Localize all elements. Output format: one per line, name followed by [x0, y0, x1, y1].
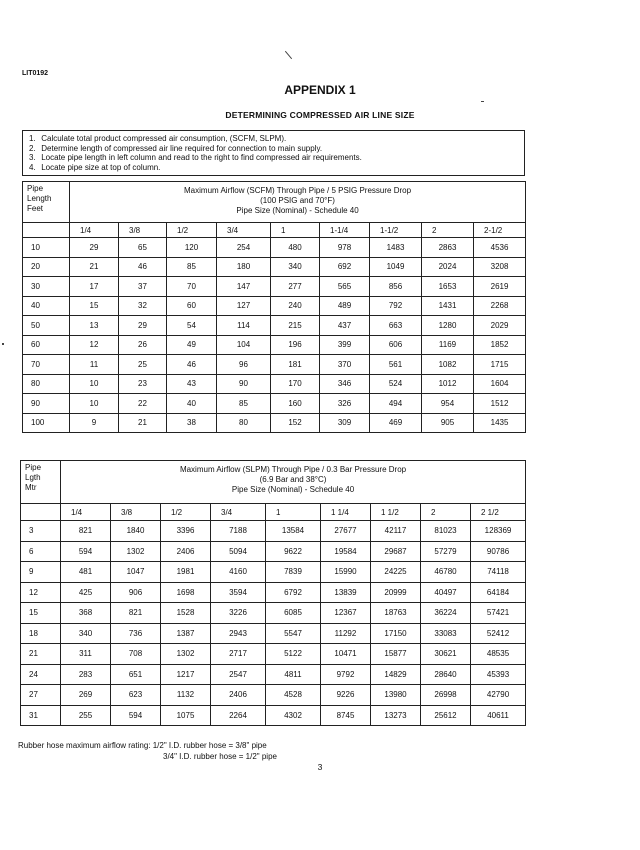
airflow-value-cell: 36224: [421, 603, 471, 624]
airflow-value-cell: 15877: [371, 644, 421, 665]
table-heading-line: Pipe Size (Nominal) - Schedule 40: [231, 485, 355, 494]
table-row: [23, 335, 526, 355]
airflow-value-cell: 127: [217, 296, 271, 316]
slpm-airflow-table: [20, 460, 526, 726]
table-row: [23, 257, 526, 277]
airflow-value-cell: 29687: [371, 541, 421, 562]
airflow-value-cell: 46: [167, 355, 217, 375]
table-row: [21, 603, 526, 624]
airflow-value-cell: 2024: [422, 257, 474, 277]
pipe-length-cell: 90: [23, 394, 70, 414]
table-heading-row: [23, 182, 526, 223]
airflow-value-cell: 3594: [211, 582, 266, 603]
table-heading-line: (100 PSIG and 70°F): [260, 196, 335, 205]
instruction-item: [29, 163, 518, 173]
airflow-value-cell: 5094: [211, 541, 266, 562]
airflow-value-cell: 309: [320, 413, 370, 433]
airflow-value-cell: 905: [422, 413, 474, 433]
airflow-value-cell: 20999: [371, 582, 421, 603]
airflow-value-cell: 1840: [111, 521, 161, 542]
airflow-value-cell: 45393: [471, 664, 526, 685]
airflow-value-cell: 40: [167, 394, 217, 414]
airflow-value-cell: 1604: [474, 374, 526, 394]
airflow-value-cell: 30621: [421, 644, 471, 665]
airflow-value-cell: 1653: [422, 277, 474, 297]
airflow-value-cell: 7188: [211, 521, 266, 542]
airflow-value-cell: 254: [217, 238, 271, 258]
footnote-line-1: Rubber hose maximum airflow rating: 1/2" I.D. rubber hose = 3/8" pipe: [18, 741, 267, 750]
pipe-size-header: 1/2: [161, 504, 211, 521]
airflow-value-cell: 565: [320, 277, 370, 297]
table-row: [23, 413, 526, 433]
airflow-value-cell: 2863: [422, 238, 474, 258]
airflow-value-cell: 2264: [211, 705, 266, 726]
pipe-length-cell: 70: [23, 355, 70, 375]
airflow-value-cell: 1512: [474, 394, 526, 414]
airflow-value-cell: 437: [320, 316, 370, 336]
pipe-size-header: 3/4: [217, 223, 271, 238]
length-label-line: Lgth: [25, 473, 41, 482]
airflow-value-cell: 48535: [471, 644, 526, 665]
table-row: [23, 374, 526, 394]
length-label-line: Mtr: [25, 483, 37, 492]
footnote-line-2: 3/4" I.D. rubber hose = 1/2" pipe: [163, 752, 277, 761]
airflow-value-cell: 5547: [266, 623, 321, 644]
airflow-value-cell: 4536: [474, 238, 526, 258]
airflow-value-cell: 4302: [266, 705, 321, 726]
airflow-value-cell: 9: [70, 413, 119, 433]
pipe-size-header: 1 1/2: [371, 504, 421, 521]
scan-speck: [2, 343, 4, 345]
pipe-length-cell: 18: [21, 623, 61, 644]
airflow-value-cell: 13: [70, 316, 119, 336]
pipe-size-row: [21, 504, 526, 521]
airflow-value-cell: 1698: [161, 582, 211, 603]
airflow-value-cell: 651: [111, 664, 161, 685]
airflow-value-cell: 52412: [471, 623, 526, 644]
pipe-length-cell: 31: [21, 705, 61, 726]
pipe-size-header: 2: [421, 504, 471, 521]
airflow-value-cell: 23: [119, 374, 167, 394]
airflow-value-cell: 26: [119, 335, 167, 355]
pipe-size-header: 3/8: [111, 504, 161, 521]
airflow-value-cell: 60: [167, 296, 217, 316]
pipe-length-cell: 15: [21, 603, 61, 624]
airflow-value-cell: 326: [320, 394, 370, 414]
instructions-list: [29, 134, 518, 172]
airflow-value-cell: 43: [167, 374, 217, 394]
airflow-value-cell: 57279: [421, 541, 471, 562]
airflow-value-cell: 33083: [421, 623, 471, 644]
airflow-value-cell: 489: [320, 296, 370, 316]
airflow-value-cell: 104: [217, 335, 271, 355]
airflow-value-cell: 114: [217, 316, 271, 336]
instruction-item: [29, 144, 518, 154]
airflow-value-cell: 128369: [471, 521, 526, 542]
pipe-size-corner-cell: [23, 223, 70, 238]
airflow-value-cell: 821: [111, 603, 161, 624]
airflow-value-cell: 25: [119, 355, 167, 375]
airflow-value-cell: 708: [111, 644, 161, 665]
table-heading: [70, 182, 526, 223]
airflow-value-cell: 2268: [474, 296, 526, 316]
pipe-size-header: 3/8: [119, 223, 167, 238]
airflow-value-cell: 12367: [321, 603, 371, 624]
airflow-value-cell: 481: [61, 562, 111, 583]
pipe-size-corner-cell: [21, 504, 61, 521]
pipe-size-header: 1/2: [167, 223, 217, 238]
page-number: 3: [317, 762, 323, 772]
airflow-value-cell: 1217: [161, 664, 211, 685]
pipe-length-cell: 80: [23, 374, 70, 394]
airflow-value-cell: 311: [61, 644, 111, 665]
airflow-value-cell: 25612: [421, 705, 471, 726]
pipe-length-cell: 50: [23, 316, 70, 336]
airflow-value-cell: 1302: [111, 541, 161, 562]
pipe-size-header: 2 1/2: [471, 504, 526, 521]
airflow-value-cell: 2943: [211, 623, 266, 644]
table-row: [21, 541, 526, 562]
length-column-label: [21, 461, 61, 504]
airflow-value-cell: 40611: [471, 705, 526, 726]
airflow-value-cell: 240: [271, 296, 320, 316]
table-row: [23, 296, 526, 316]
table-row: [23, 238, 526, 258]
pipe-size-header: 1 1/4: [321, 504, 371, 521]
table-heading: [61, 461, 526, 504]
airflow-value-cell: 370: [320, 355, 370, 375]
table-heading-line: Pipe Size (Nominal) - Schedule 40: [236, 206, 359, 215]
airflow-value-cell: 85: [167, 257, 217, 277]
length-label-line: Feet: [27, 204, 44, 213]
airflow-value-cell: 594: [61, 541, 111, 562]
airflow-value-cell: 8745: [321, 705, 371, 726]
airflow-value-cell: 152: [271, 413, 320, 433]
instruction-text: Locate pipe size at top of column.: [39, 162, 161, 172]
scan-speck: [285, 51, 292, 59]
airflow-value-cell: 81023: [421, 521, 471, 542]
airflow-value-cell: 38: [167, 413, 217, 433]
instructions-box: [22, 130, 525, 176]
airflow-value-cell: 1047: [111, 562, 161, 583]
table-row: [21, 644, 526, 665]
airflow-value-cell: 42117: [371, 521, 421, 542]
airflow-value-cell: 96: [217, 355, 271, 375]
table-row: [21, 562, 526, 583]
pipe-size-header: 2-1/2: [474, 223, 526, 238]
document-code: LIT0192: [22, 70, 49, 77]
airflow-value-cell: 46: [119, 257, 167, 277]
airflow-value-cell: 6792: [266, 582, 321, 603]
airflow-value-cell: 32: [119, 296, 167, 316]
airflow-value-cell: 494: [370, 394, 422, 414]
instruction-number: 3.: [29, 153, 36, 163]
table-row: [23, 316, 526, 336]
airflow-value-cell: 1431: [422, 296, 474, 316]
airflow-value-cell: 692: [320, 257, 370, 277]
airflow-value-cell: 120: [167, 238, 217, 258]
airflow-value-cell: 13980: [371, 685, 421, 706]
airflow-value-cell: 906: [111, 582, 161, 603]
pipe-length-cell: 9: [21, 562, 61, 583]
airflow-value-cell: 1169: [422, 335, 474, 355]
airflow-value-cell: 368: [61, 603, 111, 624]
length-label-line: Pipe: [27, 184, 44, 193]
pipe-length-cell: 27: [21, 685, 61, 706]
airflow-value-cell: 4528: [266, 685, 321, 706]
pipe-length-cell: 24: [21, 664, 61, 685]
airflow-value-cell: 1715: [474, 355, 526, 375]
airflow-value-cell: 10471: [321, 644, 371, 665]
length-label-line: Length: [27, 194, 52, 203]
airflow-value-cell: 2406: [161, 541, 211, 562]
airflow-value-cell: 29: [119, 316, 167, 336]
airflow-value-cell: 19584: [321, 541, 371, 562]
airflow-value-cell: 11: [70, 355, 119, 375]
table-row: [23, 394, 526, 414]
airflow-value-cell: 4160: [211, 562, 266, 583]
airflow-value-cell: 181: [271, 355, 320, 375]
pipe-length-cell: 100: [23, 413, 70, 433]
airflow-value-cell: 283: [61, 664, 111, 685]
airflow-value-cell: 24225: [371, 562, 421, 583]
pipe-length-cell: 10: [23, 238, 70, 258]
airflow-value-cell: 13273: [371, 705, 421, 726]
airflow-value-cell: 1132: [161, 685, 211, 706]
airflow-value-cell: 340: [271, 257, 320, 277]
airflow-value-cell: 37: [119, 277, 167, 297]
airflow-value-cell: 2029: [474, 316, 526, 336]
airflow-value-cell: 978: [320, 238, 370, 258]
instruction-number: 1.: [29, 134, 36, 143]
airflow-value-cell: 856: [370, 277, 422, 297]
airflow-value-cell: 480: [271, 238, 320, 258]
pipe-length-cell: 12: [21, 582, 61, 603]
airflow-value-cell: 3208: [474, 257, 526, 277]
airflow-value-cell: 1528: [161, 603, 211, 624]
airflow-value-cell: 346: [320, 374, 370, 394]
table-row: [21, 582, 526, 603]
airflow-value-cell: 27677: [321, 521, 371, 542]
airflow-value-cell: 180: [217, 257, 271, 277]
airflow-value-cell: 147: [217, 277, 271, 297]
instruction-item: [29, 153, 518, 163]
pipe-length-cell: 6: [21, 541, 61, 562]
airflow-value-cell: 9792: [321, 664, 371, 685]
airflow-value-cell: 17150: [371, 623, 421, 644]
airflow-value-cell: 11292: [321, 623, 371, 644]
airflow-value-cell: 9622: [266, 541, 321, 562]
pipe-size-row: [23, 223, 526, 238]
table-heading-line: Maximum Airflow (SCFM) Through Pipe / 5 PSIG Pressure Drop: [184, 186, 412, 195]
airflow-value-cell: 425: [61, 582, 111, 603]
airflow-value-cell: 792: [370, 296, 422, 316]
rubber-hose-footnote: [18, 740, 277, 762]
airflow-value-cell: 28640: [421, 664, 471, 685]
airflow-value-cell: 1981: [161, 562, 211, 583]
airflow-value-cell: 7839: [266, 562, 321, 583]
instruction-number: 4.: [29, 162, 36, 172]
pipe-length-cell: 30: [23, 277, 70, 297]
instruction-item: [29, 134, 518, 144]
airflow-value-cell: 736: [111, 623, 161, 644]
airflow-value-cell: 9226: [321, 685, 371, 706]
table-row: [21, 685, 526, 706]
airflow-value-cell: 255: [61, 705, 111, 726]
airflow-value-cell: 29: [70, 238, 119, 258]
airflow-value-cell: 1302: [161, 644, 211, 665]
airflow-value-cell: 954: [422, 394, 474, 414]
airflow-value-cell: 277: [271, 277, 320, 297]
airflow-value-cell: 10: [70, 394, 119, 414]
airflow-value-cell: 4811: [266, 664, 321, 685]
airflow-value-cell: 1435: [474, 413, 526, 433]
airflow-value-cell: 5122: [266, 644, 321, 665]
airflow-value-cell: 2619: [474, 277, 526, 297]
airflow-value-cell: 160: [271, 394, 320, 414]
pipe-length-cell: 3: [21, 521, 61, 542]
airflow-value-cell: 399: [320, 335, 370, 355]
pipe-size-header: 1: [266, 504, 321, 521]
airflow-value-cell: 2717: [211, 644, 266, 665]
airflow-value-cell: 85: [217, 394, 271, 414]
airflow-value-cell: 6085: [266, 603, 321, 624]
table-row: [23, 355, 526, 375]
airflow-value-cell: 18763: [371, 603, 421, 624]
airflow-value-cell: 1012: [422, 374, 474, 394]
airflow-value-cell: 269: [61, 685, 111, 706]
airflow-value-cell: 170: [271, 374, 320, 394]
airflow-value-cell: 26998: [421, 685, 471, 706]
airflow-value-cell: 3226: [211, 603, 266, 624]
table-row: [23, 277, 526, 297]
pipe-size-header: 3/4: [211, 504, 266, 521]
pipe-size-header: 1-1/2: [370, 223, 422, 238]
length-label-line: Pipe: [25, 463, 42, 472]
airflow-value-cell: 49: [167, 335, 217, 355]
table-row: [21, 623, 526, 644]
airflow-value-cell: 13839: [321, 582, 371, 603]
pipe-size-header: 1: [271, 223, 320, 238]
page-title: APPENDIX 1: [284, 83, 356, 97]
pipe-length-cell: 60: [23, 335, 70, 355]
airflow-value-cell: 1387: [161, 623, 211, 644]
airflow-value-cell: 1852: [474, 335, 526, 355]
airflow-value-cell: 65: [119, 238, 167, 258]
instruction-text: Calculate total product compressed air consumption, (SCFM, SLPM).: [39, 134, 287, 143]
airflow-value-cell: 46780: [421, 562, 471, 583]
pipe-length-cell: 21: [21, 644, 61, 665]
airflow-value-cell: 90786: [471, 541, 526, 562]
airflow-value-cell: 196: [271, 335, 320, 355]
airflow-value-cell: 22: [119, 394, 167, 414]
airflow-value-cell: 1280: [422, 316, 474, 336]
page-subtitle: DETERMINING COMPRESSED AIR LINE SIZE: [225, 110, 415, 120]
instruction-text: Locate pipe length in left column and read to the right to find compressed air requirements.: [39, 153, 362, 163]
airflow-value-cell: 3396: [161, 521, 211, 542]
table-heading-row: [21, 461, 526, 504]
airflow-value-cell: 64184: [471, 582, 526, 603]
length-column-label: [23, 182, 70, 223]
airflow-value-cell: 90: [217, 374, 271, 394]
airflow-value-cell: 14829: [371, 664, 421, 685]
airflow-value-cell: 54: [167, 316, 217, 336]
airflow-value-cell: 70: [167, 277, 217, 297]
pipe-length-cell: 40: [23, 296, 70, 316]
airflow-value-cell: 74118: [471, 562, 526, 583]
airflow-value-cell: 57421: [471, 603, 526, 624]
airflow-value-cell: 469: [370, 413, 422, 433]
airflow-value-cell: 2406: [211, 685, 266, 706]
airflow-value-cell: 215: [271, 316, 320, 336]
table-row: [21, 521, 526, 542]
airflow-value-cell: 21: [119, 413, 167, 433]
pipe-size-header: 1/4: [61, 504, 111, 521]
airflow-value-cell: 13584: [266, 521, 321, 542]
airflow-value-cell: 1082: [422, 355, 474, 375]
airflow-value-cell: 15990: [321, 562, 371, 583]
airflow-value-cell: 40497: [421, 582, 471, 603]
airflow-value-cell: 606: [370, 335, 422, 355]
instruction-text: Determine length of compressed air line required for connection to main supply.: [39, 143, 323, 153]
instruction-number: 2.: [29, 143, 36, 153]
airflow-value-cell: 1075: [161, 705, 211, 726]
airflow-value-cell: 1483: [370, 238, 422, 258]
airflow-value-cell: 524: [370, 374, 422, 394]
pipe-size-header: 1/4: [70, 223, 119, 238]
airflow-value-cell: 21: [70, 257, 119, 277]
airflow-value-cell: 821: [61, 521, 111, 542]
airflow-value-cell: 15: [70, 296, 119, 316]
airflow-value-cell: 561: [370, 355, 422, 375]
airflow-value-cell: 663: [370, 316, 422, 336]
scan-speck: [481, 101, 484, 102]
pipe-size-header: 1-1/4: [320, 223, 370, 238]
airflow-value-cell: 1049: [370, 257, 422, 277]
airflow-value-cell: 42790: [471, 685, 526, 706]
airflow-value-cell: 594: [111, 705, 161, 726]
airflow-value-cell: 17: [70, 277, 119, 297]
airflow-value-cell: 80: [217, 413, 271, 433]
table-row: [21, 705, 526, 726]
table-heading-line: Maximum Airflow (SLPM) Through Pipe / 0.3 Bar Pressure Drop: [179, 465, 407, 474]
table-heading-line: (6.9 Bar and 38°C): [259, 475, 327, 484]
airflow-value-cell: 623: [111, 685, 161, 706]
pipe-size-header: 2: [422, 223, 474, 238]
airflow-value-cell: 12: [70, 335, 119, 355]
pipe-length-cell: 20: [23, 257, 70, 277]
airflow-value-cell: 10: [70, 374, 119, 394]
airflow-value-cell: 340: [61, 623, 111, 644]
scfm-airflow-table: [22, 181, 526, 433]
airflow-value-cell: 2547: [211, 664, 266, 685]
table-row: [21, 664, 526, 685]
